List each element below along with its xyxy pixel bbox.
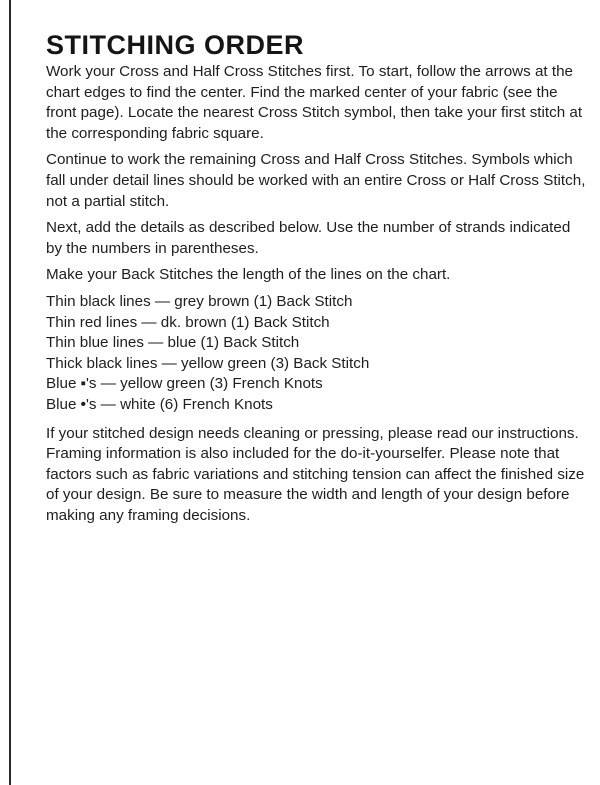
detail-line: Thin red lines — dk. brown (1) Back Stitch	[46, 313, 330, 331]
detail-line: Thick black lines — yellow green (3) Back Stitch	[46, 354, 370, 372]
detail-line: Thin blue lines — blue (1) Back Stitch	[46, 334, 300, 352]
knot-prefix: Blue	[46, 395, 81, 413]
knot-suffix: 's — yellow green (3) French Knots	[86, 375, 323, 393]
paragraph-details-intro: Next, add the details as described below. Use the number of strands indicated by the numbers in parentheses.	[46, 219, 571, 257]
section-title: STITCHING ORDER	[46, 30, 305, 60]
detail-list	[46, 292, 586, 416]
paragraph-continue: Continue to work the remaining Cross and Half Cross Stitches. Symbols which fall under detail lines should be worked with an entire Cross or Half Cross Stitch, not a partial stitch.	[46, 151, 586, 210]
square-knot-symbol-icon: ▪	[80, 375, 87, 393]
paragraph-back-stitch: Make your Back Stitches the length of the lines on the chart.	[46, 266, 451, 284]
stitching-order-section	[46, 30, 586, 532]
detail-line: Thin black lines — grey brown (1) Back Stitch	[46, 292, 353, 310]
paragraph-start: Work your Cross and Half Cross Stitches first. To start, follow the arrows at the chart edges to find the center. Find the marked center of your fabric (see the front page). Locate the nearest Cross Stitch symbol, then take your first stitch at the corresponding fabric square.	[46, 63, 583, 142]
round-knot-symbol-icon: •	[80, 395, 86, 413]
knot-prefix: Blue	[46, 375, 81, 393]
knot-line	[46, 374, 586, 395]
knot-suffix: 's — white (6) French Knots	[85, 395, 273, 413]
paragraph-cleaning: If your stitched design needs cleaning or pressing, please read our instructions. Framing information is also included for the do-it-yourselfer. Please note that factors such as fabric variations and stitching tension can affect the finished size of your design. Be sure to measure the width and length of your design before making any framing decisions.	[46, 424, 585, 524]
knot-line	[46, 395, 586, 416]
left-border-line	[9, 0, 11, 785]
